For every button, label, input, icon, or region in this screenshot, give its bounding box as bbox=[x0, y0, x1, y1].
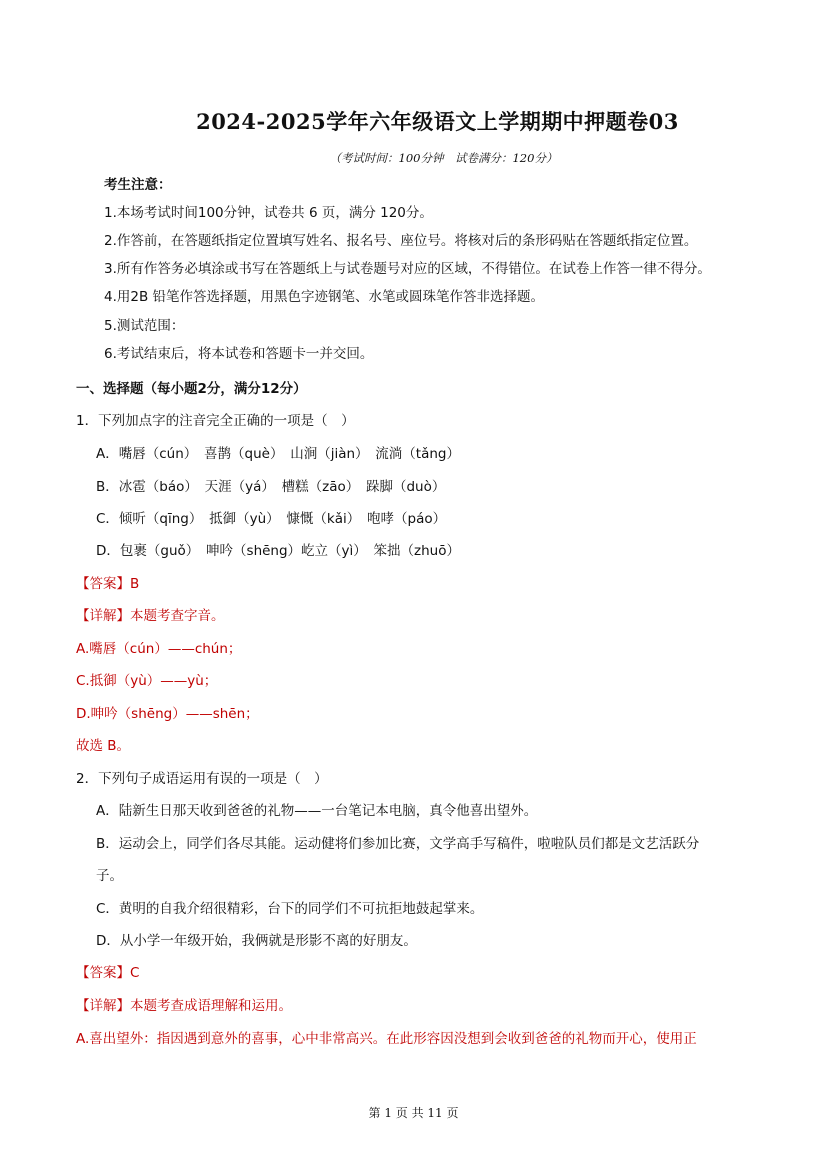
page-footer: 第 1 页 共 11 页 bbox=[368, 1106, 459, 1120]
question-1-stem: 1．下列加点字的注音完全正确的一项是（ ） bbox=[76, 413, 355, 429]
q1-option-a: A．嘴唇（cún） 喜鹊（què） 山涧（jiàn） 流淌（tǎng） bbox=[96, 446, 460, 462]
exam-info: （考试时间：100分钟 试卷满分：120分） bbox=[329, 151, 558, 165]
q2-explanation: A.喜出望外：指因遇到意外的喜事，心中非常高兴。在此形容因没想到会收到爸爸的礼物而开心，使用正 bbox=[76, 1031, 697, 1047]
question-2-stem: 2．下列句子成语运用有误的一项是（ ） bbox=[76, 771, 328, 787]
notice-item: 3.所有作答务必填涂或书写在答题纸上与试卷题号对应的区域，不得错位。在试卷上作答一律不得分。 bbox=[104, 261, 711, 277]
q1-explanation: D.呻吟（shēng）——shēn； bbox=[76, 706, 259, 722]
q2-option-b: B．运动会上，同学们各尽其能。运动健将们参加比赛，文学高手写稿件，啦啦队员们都是文艺活跃分 bbox=[96, 836, 700, 852]
q2-option-c: C．黄明的自我介绍很精彩，台下的同学们不可抗拒地鼓起掌来。 bbox=[96, 901, 484, 917]
notice-heading: 考生注意： bbox=[104, 177, 172, 193]
notice-item: 4.用2B 铅笔作答选择题，用黑色字迹钢笔、水笔或圆珠笔作答非选择题。 bbox=[104, 289, 545, 305]
q1-detail: 【详解】本题考查字音。 bbox=[76, 608, 225, 624]
notice-item: 6.考试结束后，将本试卷和答题卡一并交回。 bbox=[104, 346, 374, 362]
q2-detail: 【详解】本题考查成语理解和运用。 bbox=[76, 998, 292, 1014]
page-title: 2024-2025学年六年级语文上学期期中押题卷03 bbox=[196, 109, 679, 134]
q1-answer: 【答案】B bbox=[76, 576, 140, 592]
q1-option-b: B．冰雹（báo） 天涯（yá） 槽糕（zāo） 跺脚（duò） bbox=[96, 479, 446, 495]
q1-explanation: 故选 B。 bbox=[76, 738, 131, 754]
q1-explanation: A.嘴唇（cún）——chún； bbox=[76, 641, 242, 657]
q2-option-b-cont: 子。 bbox=[96, 868, 123, 884]
q1-option-d: D．包裹（guǒ） 呻吟（shēng）屹立（yì） 笨拙（zhuō） bbox=[96, 543, 460, 559]
q1-option-c: C．倾听（qīng） 抵御（yù） 慷慨（kǎi） 咆哮（páo） bbox=[96, 511, 447, 527]
q1-explanation: C.抵御（yù）——yù； bbox=[76, 673, 218, 689]
q2-answer: 【答案】C bbox=[76, 965, 140, 981]
q2-option-d: D．从小学一年级开始，我俩就是形影不离的好朋友。 bbox=[96, 933, 417, 949]
section-heading: 一、选择题（每小题2分，满分12分） bbox=[76, 381, 307, 397]
notice-item: 5.测试范围： bbox=[104, 318, 185, 334]
notice-item: 1.本场考试时间100分钟，试卷共 6 页，满分 120分。 bbox=[104, 205, 433, 221]
q2-option-a: A．陆新生日那天收到爸爸的礼物——一台笔记本电脑，真令他喜出望外。 bbox=[96, 803, 538, 819]
notice-item: 2.作答前，在答题纸指定位置填写姓名、报名号、座位号。将核对后的条形码贴在答题纸指定位置。 bbox=[104, 233, 698, 249]
